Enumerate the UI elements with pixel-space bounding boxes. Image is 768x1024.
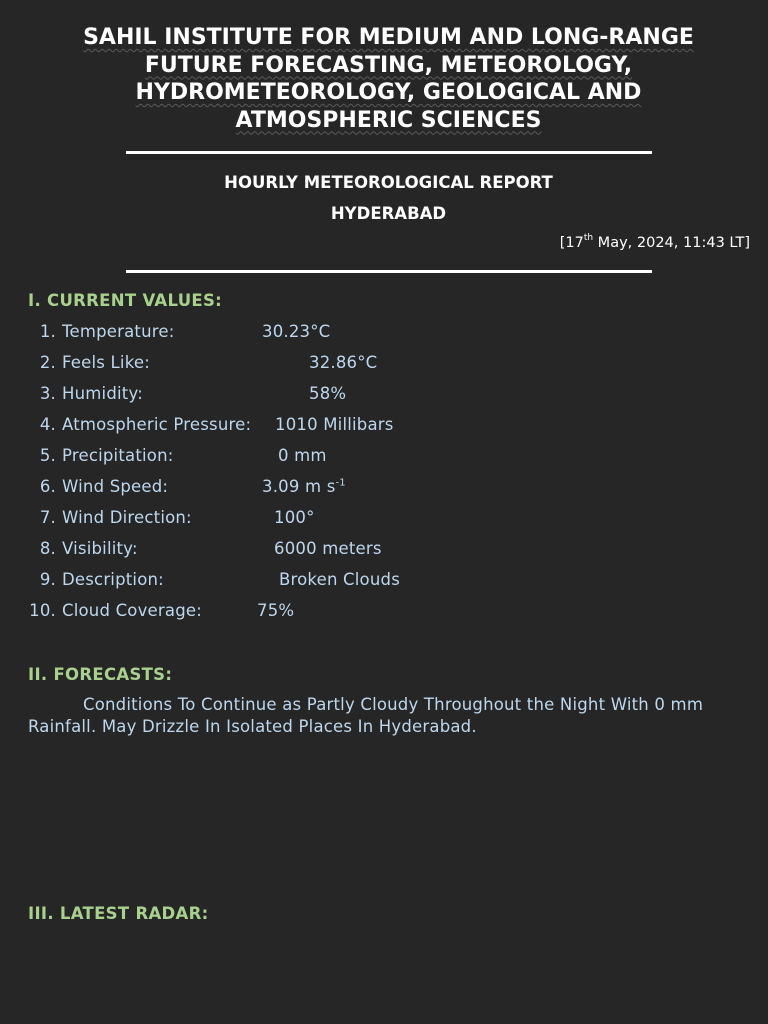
latest-radar-heading: III. LATEST RADAR: bbox=[28, 904, 209, 923]
city-name: HYDERABAD bbox=[330, 204, 447, 223]
title-line-1: SAHIL INSTITUTE FOR MEDIUM AND LONG-RANGE bbox=[83, 25, 694, 50]
title-line-4: ATMOSPHERIC SCIENCES bbox=[235, 107, 542, 133]
title-line-3: HYDROMETEOROLOGY, GEOLOGICAL AND bbox=[135, 80, 642, 105]
current-values-heading: I. CURRENT VALUES: bbox=[28, 291, 223, 310]
institute-title bbox=[40, 24, 737, 134]
forecasts-heading: II. FORECASTS: bbox=[28, 665, 173, 684]
title-line-2: FUTURE FORECASTING, METEOROLOGY, bbox=[144, 52, 633, 78]
report-date: [17th May, 2024, 11:43 LT] bbox=[559, 233, 750, 251]
forecast-text: Conditions To Continue as Partly Cloudy Throughout the Night With 0 mm Rainfall. May Drizzle In Isolated Places In Hyderabad. bbox=[28, 695, 704, 736]
report-title: HOURLY METEOROLOGICAL REPORT bbox=[224, 173, 553, 192]
divider-top bbox=[126, 151, 652, 154]
divider-bottom bbox=[126, 270, 652, 273]
